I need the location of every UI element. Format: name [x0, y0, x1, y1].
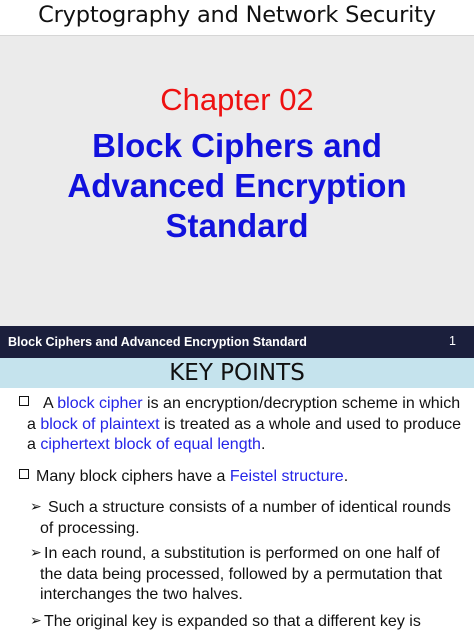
course-title: Cryptography and Network Security — [38, 2, 436, 28]
p1-text-4: . — [260, 436, 266, 453]
p1-term-block-cipher: block cipher — [57, 395, 143, 412]
p1-term-block-of-plaintext: block of plaintext — [40, 415, 160, 433]
key-point-feistel — [36, 467, 466, 488]
slide-footer — [0, 326, 474, 358]
p1-text-2: is an encryption/decryption scheme in which a — [27, 395, 461, 433]
footer-text: Block Ciphers and Advanced Encryption Standard — [8, 335, 307, 349]
title-line-3: Standard — [165, 207, 309, 244]
checkbox-icon — [19, 469, 29, 479]
p2-text-2: . — [343, 468, 349, 485]
key-point-block-cipher — [27, 394, 463, 456]
key-points-header — [0, 358, 474, 388]
sub-point-structure: Such a structure consists of a number of identical rounds of processing. — [40, 499, 451, 537]
chapter-label: Chapter 02 — [160, 82, 314, 117]
arrow-icon: ➢ — [30, 545, 42, 561]
page-number: 1 — [449, 334, 456, 348]
p1-term-ciphertext-block: ciphertext block of equal length — [40, 436, 261, 453]
p1-text-3: is treated as a whole and used to produce a — [27, 415, 462, 453]
p1-text-1: A — [43, 395, 58, 412]
p2-text-1: Many block ciphers have a — [36, 468, 230, 485]
slide-key-points — [0, 358, 474, 632]
arrow-icon: ➢ — [30, 613, 42, 629]
sub-point-key-expansion: The original key is expanded so that a different key is — [44, 613, 421, 630]
arrow-icon: ➢ — [30, 499, 42, 515]
title-line-2: Advanced Encryption — [67, 167, 407, 204]
title-line-1: Block Ciphers and — [92, 127, 382, 164]
course-header — [0, 0, 474, 36]
slide-main-title — [0, 126, 474, 246]
p2-term-feistel: Feistel structure — [229, 468, 344, 485]
key-points-title: KEY POINTS — [169, 360, 305, 386]
sub-point-round: In each round, a substitution is performed on one half of the data being processed, followed by a permutation that interchanges the two halves. — [40, 545, 443, 603]
